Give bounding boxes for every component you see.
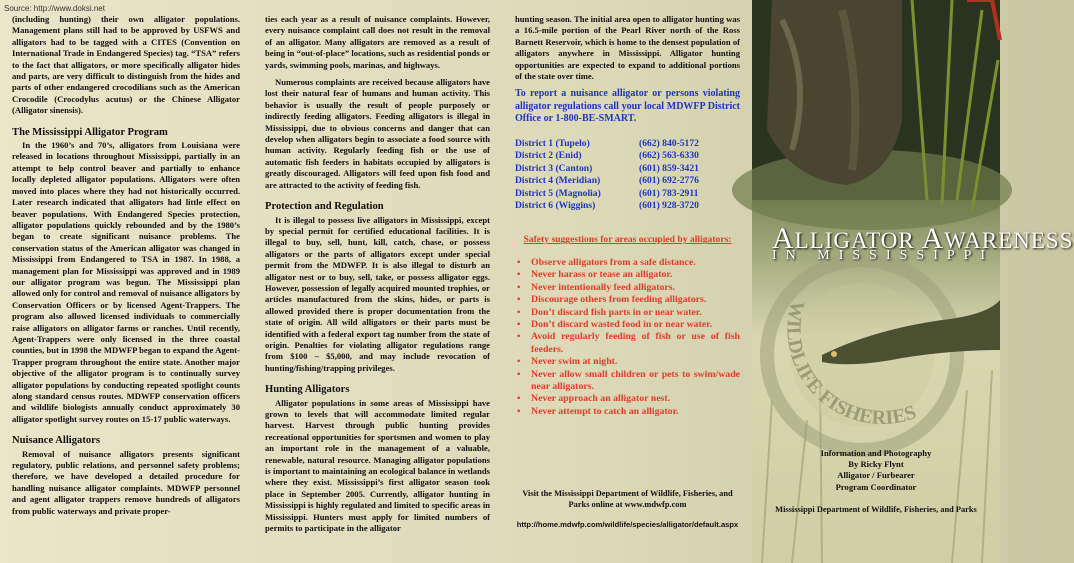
col3-continuation: hunting season. The initial area open to alligator hunting was a 16.5-mile portion of the Pearl River north of the Ross Barnett Reservoir, which is home to the densest population of alligators anywhere in Mississippi. Alligator hunting opportunities are expected to expand to additional portions of the state over time. (515, 14, 740, 82)
safety-item: • Never harass or tease an alligator. (531, 269, 740, 281)
credit-line: Alligator / Furbearer (837, 470, 915, 481)
district-phone: (601) 859-3421 (639, 162, 699, 174)
hunting-text: Alligator populations in some areas of Mississippi have grown to levels that will accommodate limited regular harvest. Harvest through public hunting provides recreational opportunities for sportsmen and women to play an important role in the management of a valuable, renewable, natural resource. Managing alligator populations is important to maintaining an ecological balance in wetlands where they exist. Mississippi’s first alligator season took place in September 2005. Currently, alligator hunting in Mississippi is highly regulated and limited to specific areas in Mississippi. Hunters must apply for limited numbers of permits to participate in the alligator (265, 397, 490, 534)
safety-item: • Avoid regularly feeding of fish or use of fish feeders. (531, 331, 740, 356)
district-name: District 4 (Meridian) (515, 175, 601, 187)
safety-item: • Never attempt to catch an alligator. (531, 406, 740, 418)
cover-panel (752, 0, 1074, 563)
district-phone: (601) 783-2911 (639, 187, 699, 199)
website-url: http://home.mdwfp.com/wildlife/species/alligator/default.aspx (516, 520, 739, 529)
report-notice: To report a nuisance alligator or persons violating alligator regulations call your local MDWFP District Office or 1-800-BE-SMART. (515, 88, 740, 125)
credit-line: Information and Photography (820, 448, 932, 458)
district-row (515, 200, 740, 212)
protection-heading: Protection and Regulation (265, 201, 384, 213)
district-phone: (601) 928-3720 (639, 199, 699, 211)
safety-item: • Never intentionally feed alligators. (531, 282, 740, 294)
safety-title: Safety suggestions for areas occupied by alligators: (523, 234, 732, 246)
program-text: In the 1960’s and 70’s, alligators from Louisiana were released in locations throughout Mississippi, partially in an attempt to help control beaver and partially to enhance locally depleted alligator populations. Alligators were often moved into places where they had not historically occurred. Later research indicated that alligators had little effect on beaver populations. With Endangered Species protection, alligator populations quickly rebounded and by the 1980’s began to create significant nuisance problems. The conservation status of the American alligator was changed in Mississippi from Endangered to TSA in 1987. In 1988, a management plan for Mississippi was approved and in 1989 our alligator program was begun. The Mississippi plan allowed only for control and removal of nuisance alligators by Conservation Officers or by licensed Agent-Trappers. The program also allowed licensed individuals to commercially raise alligators on alligator farms or ranches. Until recently, Agent-Trappers were only licensed in the three coastal counties, but in 1998 the MDWFP began to expand the Agent-Trapper program throughout the entire state. Another major objective of the alligator program is to continually survey alligator populations by conducting repeated spotlight counts along standard census routes. MDWFP conservation officers and wildlife biologists annually conduct approximately 30 alligator spotlight survey routes on 15-17 public waterways. (12, 140, 240, 424)
district-phone: (601) 692-2776 (639, 175, 699, 187)
safety-item: • Never allow small children or pets to swim/wade near alligators. (531, 369, 740, 394)
district-name: District 3 (Canton) (515, 162, 593, 174)
district-row (515, 163, 740, 175)
district-phone: (662) 840-5172 (639, 137, 699, 149)
credits (752, 448, 1000, 493)
credit-line: By Ricky Flynt (848, 459, 904, 470)
district-name: District 2 (Enid) (515, 150, 582, 162)
column-2 (265, 14, 490, 540)
title-word: WARENESS (944, 228, 1074, 253)
safety-item: • Don’t discard fish parts in or near water. (531, 307, 740, 319)
column-1 (12, 14, 240, 523)
nuisance-text: Removal of nuisance alligators presents significant regulatory, public relations, and personnel safety problems; therefore, we have developed a detailed procedure for handling nuisance alligator complaints. MDWFP personnel and agent alligator trappers remove hundreds of alligators from public waterways and private proper- (12, 448, 240, 516)
safety-item: • Don’t discard wasted food in or near water. (531, 319, 740, 331)
cover-subtitle: IN MISSISSIPPI (772, 248, 995, 263)
complaints-text: Numerous complaints are received because alligators have lost their natural fear of humans and human activity. This behavior is usually the result of people purposely or indirectly feeding alligators. Feeding alligators is illegal in Mississippi, due to obvious concerns and danger that can develop when alligators begin to associate a food source with human activity. Regularly feeding fish or the use of automatic fish feeders in habitats occupied by alligators is greatly discouraged. Alligators will feed upon fish food and are attracted to the activity of feeding fish. (265, 77, 490, 190)
col1-intro: (including hunting) their own alligator populations. Management plans still had to be approved by USFWS and alligators had to be tagged with a CITES (Convention on International Trade in Endangered Species) tag. “TSA” refers to the fact that alligators, or more specifically alligator hides and parts, are very difficult to distinguish from the hides and parts of other endangered crocodilians such as the American Crocodile (Crocodylus acutus) or the Chinese Alligator (Alligator sinensis). (12, 14, 240, 116)
safety-item: • Discourage others from feeding alligators. (531, 294, 740, 306)
title-initial: A (772, 222, 795, 255)
district-phone: (662) 563-6330 (639, 150, 699, 162)
safety-item: • Observe alligators from a safe distance. (531, 257, 740, 269)
district-name: District 1 (Tupelo) (515, 137, 590, 149)
district-row (515, 138, 740, 150)
safety-item: • Never approach an alligator nest. (531, 393, 740, 405)
title-word: LLIGATOR (794, 228, 922, 253)
protection-text: It is illegal to possess live alligators in Mississippi, except by special permit for certified educational facilities. It is illegal to buy, sell, hunt, kill, catch, chase, or possess alligators or the parts of alligators except under special permit from the MDWFP. It is also illegal to disturb an alligator nest or to buy, sell, take, or possess alligator eggs. However, possession of legally acquired mounted trophies, or articles manufactured from the skins, hides, or parts is allowed provided there is proper documentation from the state of origin. All wild alligators or their parts must be identified with a federal export tag number from the state of origin. Penalties for violating alligator regulations range from $100 – $5,000, and may include revocation of hunting/fishing/trapping privileges. (265, 214, 490, 373)
safety-item: • Never swim at night. (531, 356, 740, 368)
seal-text: WILDLIFE FISHERIES (782, 298, 919, 430)
safety-list (515, 257, 740, 418)
hunting-heading: Hunting Alligators (265, 384, 350, 396)
col2-continuation: ties each year as a result of nuisance complaints. However, every nuisance complaint call does not result in the removal of an alligator. Many alligators are removed as a result of being in “out-of-place” locations, such as residential ponds or yards, swimming pools, marinas, and highways. (265, 14, 490, 70)
column-3 (515, 14, 740, 418)
district-row (515, 175, 740, 187)
department-name: Mississippi Department of Wildlife, Fisheries, and Parks (775, 505, 977, 514)
visit-text: Visit the Mississippi Department of Wildlife, Fisheries, and Parks online at www.mdwfp.com (522, 489, 733, 509)
source-label: Source: http://www.doksi.net (4, 4, 105, 13)
district-list (515, 138, 740, 212)
credit-line: Program Coordinator (835, 481, 917, 492)
nuisance-heading: Nuisance Alligators (12, 435, 100, 447)
district-name: District 5 (Magnolia) (515, 187, 601, 199)
district-name: District 6 (Wiggins) (515, 199, 596, 211)
program-heading: The Mississippi Alligator Program (12, 126, 168, 138)
district-row (515, 188, 740, 200)
title-initial: A (921, 222, 945, 255)
district-row (515, 150, 740, 162)
